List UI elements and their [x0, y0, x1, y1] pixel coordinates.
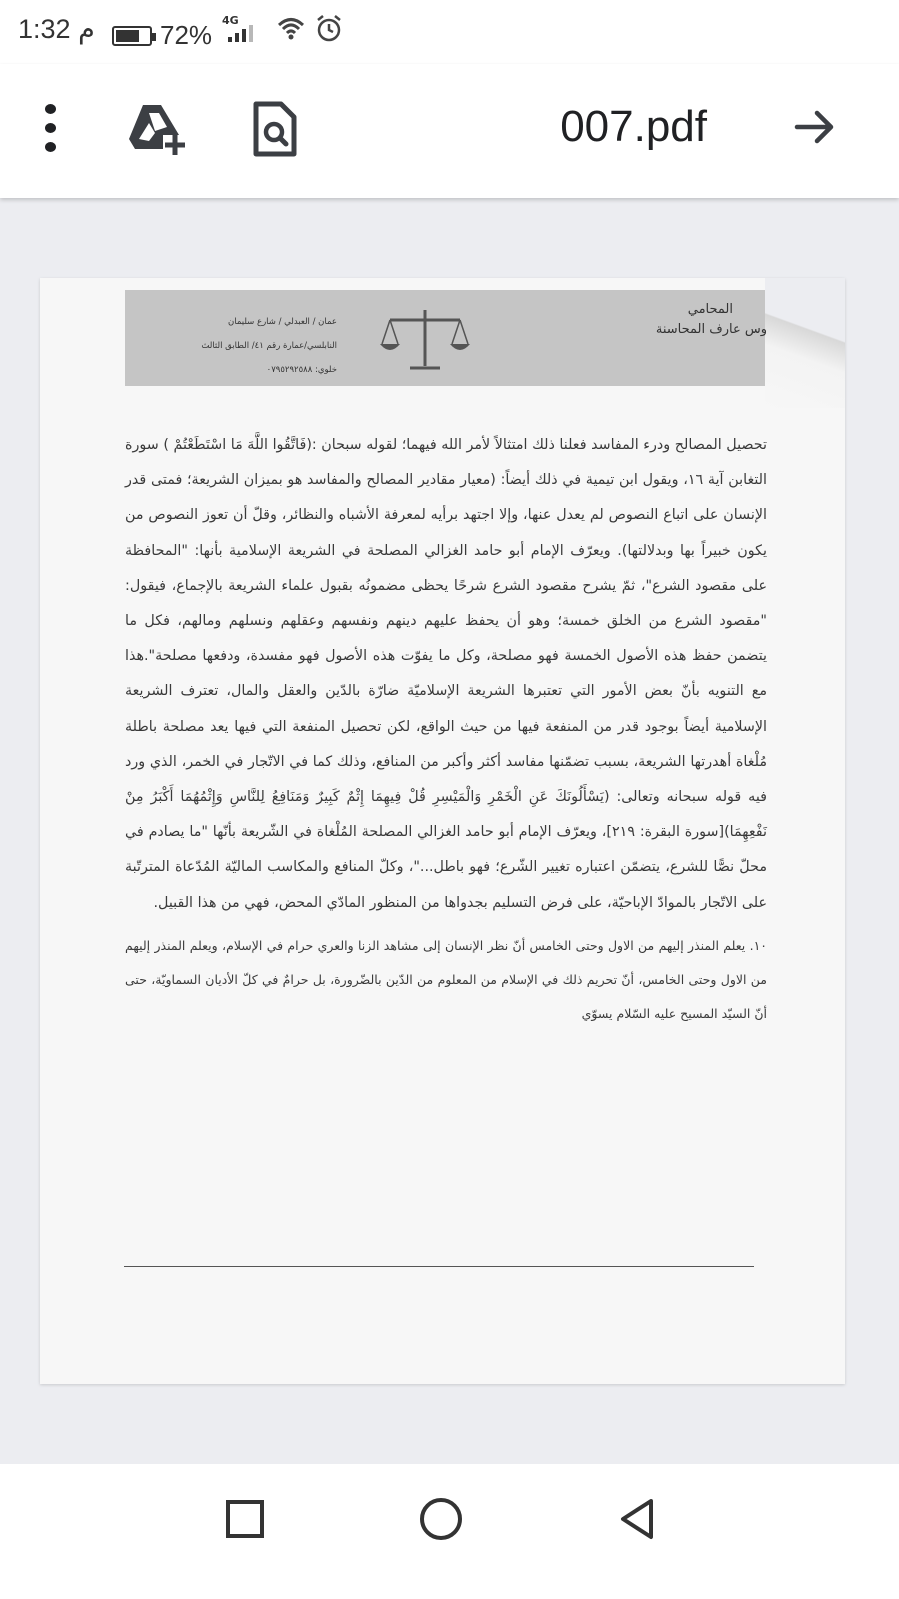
battery-indicator	[112, 20, 212, 51]
lawyer-name-block	[656, 300, 767, 340]
find-in-document-button[interactable]	[248, 100, 302, 158]
more-vert-icon	[45, 104, 56, 114]
address-line: النابلسي/عمارة رقم ٤١/ الطابق الثالث	[201, 341, 337, 351]
open-with-button[interactable]	[790, 102, 840, 152]
back-button[interactable]	[612, 1494, 662, 1544]
search-document-icon	[251, 100, 299, 158]
add-to-drive-button[interactable]	[126, 100, 190, 156]
signal-icon	[228, 22, 253, 42]
status-bar	[0, 0, 899, 64]
alarm-icon	[314, 14, 344, 44]
footer-divider	[124, 1266, 754, 1267]
pdf-toolbar	[0, 64, 899, 198]
more-options-button[interactable]	[30, 104, 70, 152]
address-line: عمان / العبدلي / شارع سليمان	[228, 317, 337, 327]
lawyer-title: المحامي	[687, 302, 733, 317]
battery-icon	[112, 26, 152, 46]
numbered-item-10: ١٠. يعلم المنذر إليهم من الاول وحتى الخامس أنّ نظر الإنسان إلى مشاهد الزنا والعري حرام في الإسلام، ويعلم المنذر إليهم من الاول وحتى الخامس، أنّ تحريم ذلك في الإسلام من المعلوم من الدّين بالضّرورة، بل حرامٌ في كلّ الأديان السماويّة، حتى أنّ السيّد المسيح عليه السّلام يسوّي	[125, 937, 767, 1021]
back-triangle-icon	[617, 1497, 657, 1541]
status-time: 1:32 م	[18, 14, 95, 44]
pdf-page[interactable]	[40, 278, 845, 1384]
wifi-icon	[276, 14, 306, 42]
recents-button[interactable]	[220, 1494, 270, 1544]
file-title: 007.pdf	[560, 102, 707, 151]
lawyer-name: وس عارف المحاسنة	[655, 322, 767, 337]
recents-square-icon	[225, 1499, 265, 1539]
letterhead	[125, 290, 765, 386]
office-address	[137, 310, 337, 382]
document-body	[125, 428, 767, 1031]
scales-of-justice-logo	[380, 306, 470, 376]
phone-line: خلوي: ٠٧٩٥٢٩٢٥٨٨	[266, 365, 337, 375]
pdf-viewer[interactable]	[0, 198, 899, 1464]
drive-add-icon	[127, 101, 189, 155]
home-button[interactable]	[416, 1494, 466, 1544]
system-nav-bar	[0, 1464, 899, 1599]
network-type: 4G	[222, 14, 239, 27]
page-corner-fold	[765, 278, 845, 408]
main-paragraph: تحصيل المصالح ودرء المفاسد فعلنا ذلك امتثالاً لأمر الله فيهما؛ لقوله سبحان :(فَاتَّقُوا اللَّهَ مَا اسْتَطَعْتُمْ ) سورة التغابن آية ١٦، ويقول ابن تيمية في ذلك أيضاً: (معيار مقادير المصالح والمفاسد هو بميزان الشريعة؛ فمتى قدر الإنسان على اتباع النصوص لم يعدل عنها، وإلا اجتهد برأيه لمعرفة الأشباه والنظائر، وقلّ أن تعوز النصوص من يكون خبيراً بها وبدلالتها). ويعرّف الإمام أبو حامد الغزالي المصلحة في الشريعة الإسلامية بأنها: "المحافظة على مقصود الشرع"، ثمّ يشرح مقصود الشرع شرحًا يحظى مضمونُه بقبول علماء الشريعة بالإجماع، فيقول: "مقصود الشرع من الخلق خمسة؛ وهو أن يحفظ عليهم دينهم ونفسهم وعقلهم ونسلهم ومالهم، فكل ما يتضمن حفظ هذه الأصول الخمسة فهو مصلحة، وكل ما يفوّت هذه الأصول فهو مفسدة، ودفعها مصلحة".هذا مع التنويه بأنّ بعض الأمور التي تعتبرها الشريعة الإسلاميّة ضارّة بالدّين والعقل والمال، تعترف الشريعة الإسلامية أيضاً بوجود قدر من المنفعة فيها من حيث الواقع، لكن تحصيل المنفعة التي فيها يعد مصلحة باطلة مُلْغاة أهدرتها الشريعة، بسبب تضمّنها مفاسد أكثر وأكبر من المنافع، وذلك كما في الاتّجار في الخمر، الذي ورد فيه قوله سبحانه وتعالى: (يَسْأَلُونَكَ عَنِ الْخَمْرِ وَالْمَيْسِرِ قُلْ فِيهِمَا إِثْمٌ كَبِيرٌ وَمَنَافِعُ لِلنَّاسِ وَإِثْمُهُمَا أَكْبَرُ مِنْ نَفْعِهِمَا)[سورة البقرة: ٢١٩]، ويعرّف الإمام أبو حامد الغزالي المصلحة المُلْغاة في الشّريعة بأنّها "ما يصادم في محلّ نصًّا للشرع، يتضمّن اعتباره تغيير الشّرع؛ فهو باطل..."، وكلّ المنافع والمكاسب الماليّة المُدّعاة المترتّبة على الاتّجار بالموادّ الإباحيّة، على فرض التسليم بجدواها من المنظور المادّي المحض، فهي من هذا القبيل.	[125, 437, 767, 911]
home-circle-icon	[418, 1496, 464, 1542]
battery-percent: 72%	[160, 20, 213, 50]
arrow-forward-icon	[793, 107, 837, 147]
